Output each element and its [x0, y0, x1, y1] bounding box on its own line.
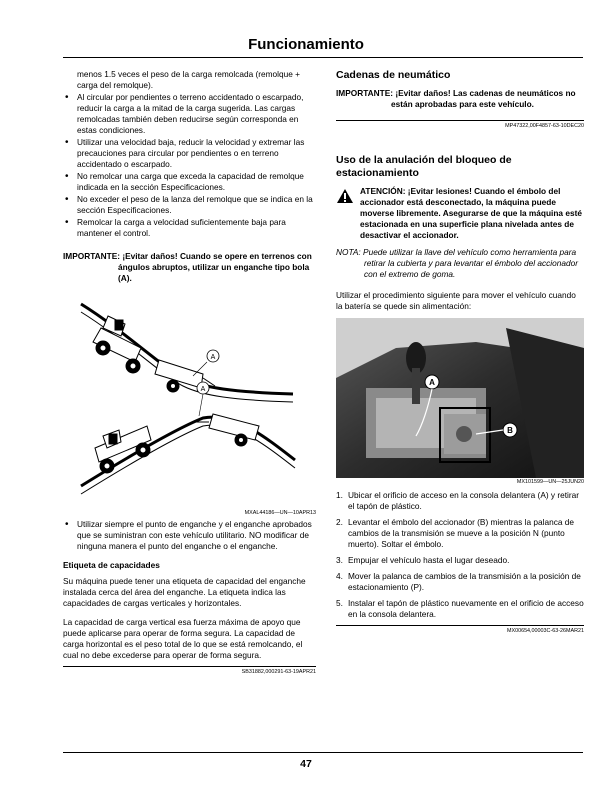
bullet-item: • Utilizar siempre el punto de enganche y el enganche aprobados que se suministran con este vehículo utilitario. NO modificar de ninguna manera el punto del enganche o el enganche.: [63, 519, 316, 552]
section-ref: MP47322,00F4857-63-10DEC20: [505, 123, 584, 129]
callout-a-top: A: [210, 354, 216, 361]
step-item: 4. Mover la palanca de cambios de la transmisión a la posición de estacionamiento (P).: [336, 571, 581, 592]
header-rule: [63, 57, 583, 58]
bullet-item: • No remolcar una carga que exceda la capacidad de remolque indicada en la sección Especificaciones.: [63, 171, 316, 193]
towing-bullets: [63, 92, 316, 239]
important-chains: [336, 88, 584, 110]
section-ref: MX00654,00003C-63-26MAR21: [506, 628, 584, 634]
section-end-rule: [336, 625, 584, 626]
capacity-paragraph: La capacidad de carga vertical esa fuerza máxima de apoyo que puede aplicarse para operar de forma segura. La capacidad de carga horizontal es el peso total de lo que se está remolcando, el cual no debe excederse para operar de forma segura.: [63, 617, 303, 660]
important-label: IMPORTANTE:: [336, 88, 393, 98]
intro-continuation: menos 1.5 veces el peso de la carga remolcada (remolque + carga del remolque).: [77, 69, 300, 90]
utility-vehicle-icon: [95, 426, 151, 473]
callout-b: B: [507, 426, 513, 435]
step-item: 2. Levantar el émbolo del accionador (B) mientras la palanca de cambios de la transmisión se mueve a la posición N (punto muerto). Soltar el émbolo.: [336, 517, 574, 549]
important-label: IMPORTANTE:: [63, 251, 120, 261]
bullet-item: • No exceder el peso de la lanza del remolque que se indica en la sección Especificaciones.: [63, 194, 316, 216]
section-heading-chains: Cadenas de neumático: [336, 69, 451, 81]
section-end-rule: [336, 120, 584, 121]
section-ref: SB31882,000291-63-19APR21: [241, 669, 316, 675]
towing-slope-figure: [63, 290, 316, 508]
console-photo: [336, 318, 584, 478]
section-end-rule: [63, 666, 316, 667]
procedure-intro: Utilizar el procedimiento siguiente para mover el vehículo cuando la batería se quede sin alimentación:: [336, 290, 576, 311]
photo-ref: MX101599—UN—25JUN20: [516, 479, 584, 485]
step-item: 5. Instalar el tapón de plástico nuevamente en el orificio de acceso en la consola delantera.: [336, 598, 584, 619]
important-text: ¡Evitar daños! Las cadenas de neumáticos no están aprobadas para este vehículo.: [391, 88, 576, 109]
attention-text: ATENCIÓN: ¡Evitar lesiones! Cuando el émbolo del accionador está desconectado, la máquina puede moverse libremente. Asegurarse de que la máquina esté estacionada en una superficie plana nivelada antes de desactivar el accionador.: [360, 186, 582, 240]
callout-a: A: [429, 378, 435, 387]
section-heading-override: Uso de la anulación del bloqueo de estacionamiento: [336, 154, 512, 179]
warning-triangle-icon: [336, 188, 354, 204]
attention-block: [336, 186, 584, 241]
page-number: 47: [300, 758, 312, 770]
capacity-paragraph: Su máquina puede tener una etiqueta de capacidad del enganche instalada cerca del área del enganche. La etiqueta indica las capacidades de cargas verticales y horizontales.: [63, 576, 306, 608]
left-column: [63, 69, 316, 676]
bullet-item: • Al circular por pendientes o terreno accidentado o escarpado, reducir la carga a la mitad de la carga sugerida. Las cargas remolcadas también deben reducirse según corresponda en estas condiciones.: [63, 92, 316, 136]
bullet-item: • Remolcar la carga a velocidad suficientemente baja para mantener el control.: [63, 217, 316, 239]
hitch-bullet: [63, 519, 316, 552]
footer-rule: [63, 752, 583, 753]
note-text: NOTA: Puede utilizar la llave del vehículo como herramienta para retirar la cubierta y para levantar el émbolo del accionador con el extremo de goma.: [336, 247, 578, 279]
important-ball-hitch: [63, 251, 316, 284]
page-title: Funcionamiento: [248, 36, 364, 53]
callout-a-bottom: A: [200, 386, 206, 393]
procedure-steps: [336, 490, 584, 620]
step-item: 3. Empujar el vehículo hasta el lugar deseado.: [336, 555, 510, 565]
important-text: ¡Evitar daños! Cuando se opere en terrenos con ángulos abruptos, utilizar un enganche tipo bola (A).: [118, 251, 312, 283]
bullet-item: • Utilizar una velocidad baja, reducir la velocidad y extremar las precauciones para circular por pendientes o en terreno accidentado o escarpado.: [63, 137, 316, 170]
right-column: [336, 69, 584, 635]
capacity-heading: Etiqueta de capacidades: [63, 560, 160, 570]
step-item: 1. Ubicar el orificio de acceso en la consola delantera (A) y retirar el tapón de plástico.: [336, 490, 580, 511]
figure-ref: MXAL44186—UN—10APR13: [244, 510, 316, 516]
